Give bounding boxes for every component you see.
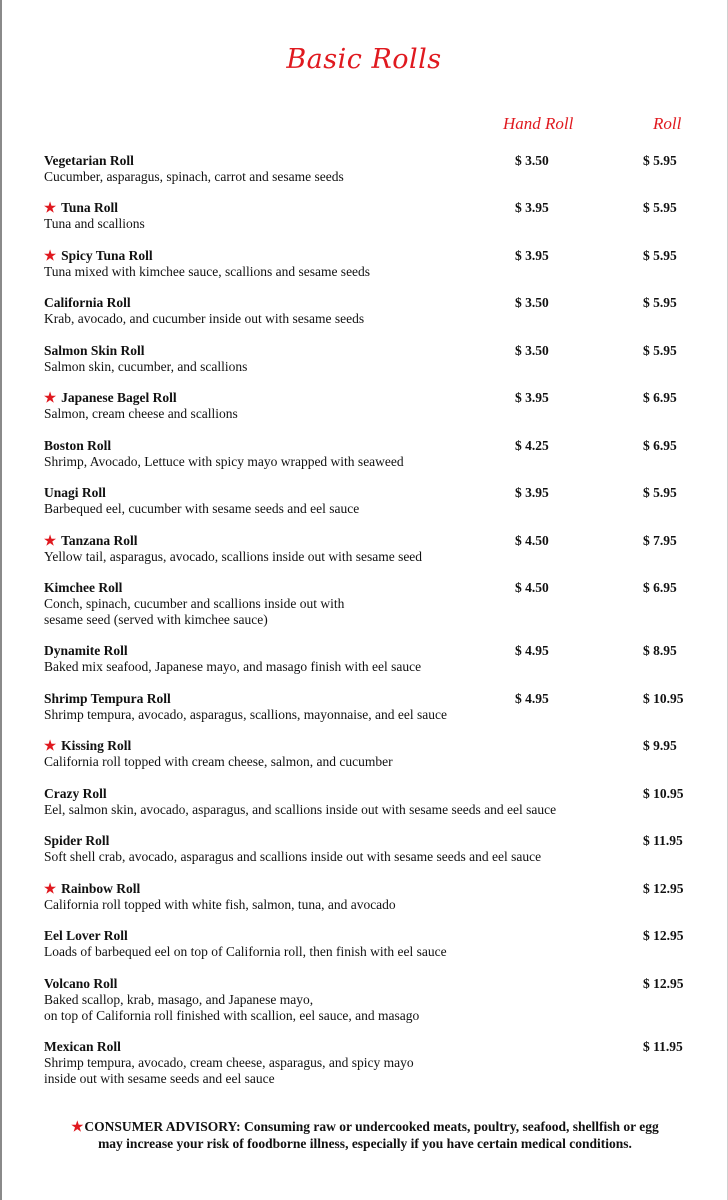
- item-name-text: Mexican Roll: [44, 1039, 121, 1054]
- hand-roll-price: $ 4.50: [515, 580, 549, 595]
- item-name-text: Eel Lover Roll: [44, 928, 128, 943]
- item-description-line: Yellow tail, asparagus, avocado, scallions inside out with sesame seed: [44, 549, 423, 564]
- hand-roll-price: $ 4.95: [515, 643, 549, 658]
- item-description-line: California roll topped with white fish, salmon, tuna, and avocado: [44, 897, 396, 912]
- item-description-line: Soft shell crab, avocado, asparagus and scallions inside out with sesame seeds and eel sauce: [44, 849, 542, 864]
- item-description-line: Cucumber, asparagus, spinach, carrot and sesame seeds: [44, 169, 344, 184]
- hand-roll-price: $ 3.95: [515, 390, 549, 405]
- star-icon: ★: [44, 738, 57, 753]
- roll-price: $ 7.95: [643, 533, 677, 548]
- item-description-line: Loads of barbequed eel on top of California roll, then finish with eel sauce: [44, 944, 447, 959]
- item-description-line: Eel, salmon skin, avocado, asparagus, and scallions inside out with sesame seeds and eel sauce: [44, 802, 557, 817]
- item-description: [44, 169, 344, 185]
- item-name: [44, 1039, 121, 1055]
- item-name-text: Volcano Roll: [44, 976, 118, 991]
- item-description-line: Shrimp, Avocado, Lettuce with spicy mayo wrapped with seaweed: [44, 454, 404, 469]
- item-name-text: Spider Roll: [44, 833, 110, 848]
- item-description-line: Shrimp tempura, avocado, asparagus, scallions, mayonnaise, and eel sauce: [44, 707, 447, 722]
- roll-price: $ 11.95: [643, 833, 683, 848]
- hand-roll-price: $ 3.50: [515, 153, 549, 168]
- item-description: [44, 754, 393, 770]
- item-description: [44, 944, 447, 960]
- item-name-text: Boston Roll: [44, 438, 112, 453]
- item-name-text: Salmon Skin Roll: [44, 343, 145, 358]
- hand-roll-price: $ 4.25: [515, 438, 549, 453]
- item-name-text: California Roll: [44, 295, 131, 310]
- advisory-line-2: may increase your risk of foodborne illness, especially if you have certain medical conditions.: [98, 1136, 632, 1151]
- item-description: [44, 596, 344, 628]
- hand-roll-price: $ 3.95: [515, 200, 549, 215]
- item-description-line: Conch, spinach, cucumber and scallions inside out with: [44, 596, 345, 611]
- item-description: [44, 359, 247, 375]
- advisory-line-1: [40, 1118, 690, 1135]
- item-name: [44, 786, 107, 802]
- item-name: [44, 976, 117, 992]
- item-name-text: Vegetarian Roll: [44, 153, 134, 168]
- roll-price: $ 6.95: [643, 580, 677, 595]
- item-description: [44, 264, 370, 280]
- page-left-edge: [0, 0, 2, 1200]
- star-icon: ★: [44, 200, 57, 215]
- item-name: [44, 248, 153, 264]
- item-name-text: Tanzana Roll: [61, 533, 138, 548]
- item-name: [44, 343, 145, 359]
- star-icon: ★: [44, 390, 57, 405]
- item-description-line: Salmon, cream cheese and scallions: [44, 406, 238, 421]
- item-description: [44, 707, 447, 723]
- item-name: [44, 928, 128, 944]
- roll-price: $ 9.95: [643, 738, 677, 753]
- item-name-text: Crazy Roll: [44, 786, 107, 801]
- item-description-line: sesame seed (served with kimchee sauce): [44, 612, 268, 627]
- roll-price: $ 5.95: [643, 295, 677, 310]
- item-description: [44, 311, 364, 327]
- roll-price: $ 6.95: [643, 390, 677, 405]
- item-description-line: Baked scallop, krab, masago, and Japanese mayo,: [44, 992, 314, 1007]
- item-description-line: on top of California roll finished with scallion, eel sauce, and masago: [44, 1008, 420, 1023]
- item-description-line: Tuna and scallions: [44, 216, 145, 231]
- item-description-line: Baked mix seafood, Japanese mayo, and masago finish with eel sauce: [44, 659, 422, 674]
- item-name-text: Dynamite Roll: [44, 643, 128, 658]
- item-description: [44, 802, 556, 818]
- item-description: [44, 897, 396, 913]
- hand-roll-price: $ 4.95: [515, 691, 549, 706]
- item-description: [44, 849, 541, 865]
- roll-price: $ 8.95: [643, 643, 677, 658]
- item-name-text: Kimchee Roll: [44, 580, 123, 595]
- item-name: [44, 881, 140, 897]
- item-name: [44, 833, 109, 849]
- item-name-text: Spicy Tuna Roll: [61, 248, 153, 263]
- roll-price: $ 5.95: [643, 200, 677, 215]
- item-name-text: Tuna Roll: [61, 200, 119, 215]
- star-icon: ★: [44, 533, 57, 548]
- roll-price: $ 5.95: [643, 248, 677, 263]
- hand-roll-price: $ 4.50: [515, 533, 549, 548]
- item-description-line: Salmon skin, cucumber, and scallions: [44, 359, 248, 374]
- item-name: [44, 580, 122, 596]
- item-name: [44, 153, 134, 169]
- item-description: [44, 454, 404, 470]
- item-name-text: Kissing Roll: [61, 738, 132, 753]
- item-name-text: Unagi Roll: [44, 485, 106, 500]
- item-name: [44, 295, 131, 311]
- item-name: [44, 200, 118, 216]
- item-name: [44, 691, 171, 707]
- hand-roll-price: $ 3.50: [515, 343, 549, 358]
- roll-price: $ 11.95: [643, 1039, 683, 1054]
- consumer-advisory: [40, 1118, 690, 1152]
- item-description: [44, 1055, 414, 1087]
- advisory-text-1: CONSUMER ADVISORY: Consuming raw or undercooked meats, poultry, seafood, shellfish or egg: [84, 1119, 659, 1134]
- column-header-roll: Roll: [653, 114, 682, 133]
- roll-price: $ 5.95: [643, 485, 677, 500]
- item-name: [44, 438, 111, 454]
- item-description: [44, 216, 145, 232]
- roll-price: $ 5.95: [643, 343, 677, 358]
- star-icon: ★: [71, 1119, 84, 1134]
- star-icon: ★: [44, 881, 57, 896]
- roll-price: $ 10.95: [643, 691, 684, 706]
- item-description: [44, 501, 359, 517]
- item-name-text: Shrimp Tempura Roll: [44, 691, 171, 706]
- item-name: [44, 485, 106, 501]
- item-description-line: Barbequed eel, cucumber with sesame seeds and eel sauce: [44, 501, 360, 516]
- item-description: [44, 406, 238, 422]
- item-description-line: California roll topped with cream cheese, salmon, and cucumber: [44, 754, 393, 769]
- item-name: [44, 533, 138, 549]
- item-name-text: Rainbow Roll: [61, 881, 141, 896]
- roll-price: $ 12.95: [643, 928, 684, 943]
- item-name: [44, 738, 131, 754]
- item-description: [44, 549, 422, 565]
- item-description-line: Shrimp tempura, avocado, cream cheese, asparagus, and spicy mayo: [44, 1055, 414, 1070]
- hand-roll-price: $ 3.95: [515, 248, 549, 263]
- roll-price: $ 6.95: [643, 438, 677, 453]
- star-icon: ★: [44, 248, 57, 263]
- roll-price: $ 5.95: [643, 153, 677, 168]
- page-title: Basic Rolls: [286, 44, 442, 75]
- item-description-line: inside out with sesame seeds and eel sauce: [44, 1071, 275, 1086]
- item-description-line: Krab, avocado, and cucumber inside out with sesame seeds: [44, 311, 365, 326]
- roll-price: $ 10.95: [643, 786, 684, 801]
- item-description: [44, 659, 421, 675]
- item-description: [44, 992, 419, 1024]
- item-name-text: Japanese Bagel Roll: [61, 390, 177, 405]
- item-name: [44, 643, 128, 659]
- hand-roll-price: $ 3.95: [515, 485, 549, 500]
- item-description-line: Tuna mixed with kimchee sauce, scallions and sesame seeds: [44, 264, 371, 279]
- column-header-hand-roll: Hand Roll: [503, 114, 574, 133]
- item-name: [44, 390, 177, 406]
- hand-roll-price: $ 3.50: [515, 295, 549, 310]
- roll-price: $ 12.95: [643, 881, 684, 896]
- roll-price: $ 12.95: [643, 976, 684, 991]
